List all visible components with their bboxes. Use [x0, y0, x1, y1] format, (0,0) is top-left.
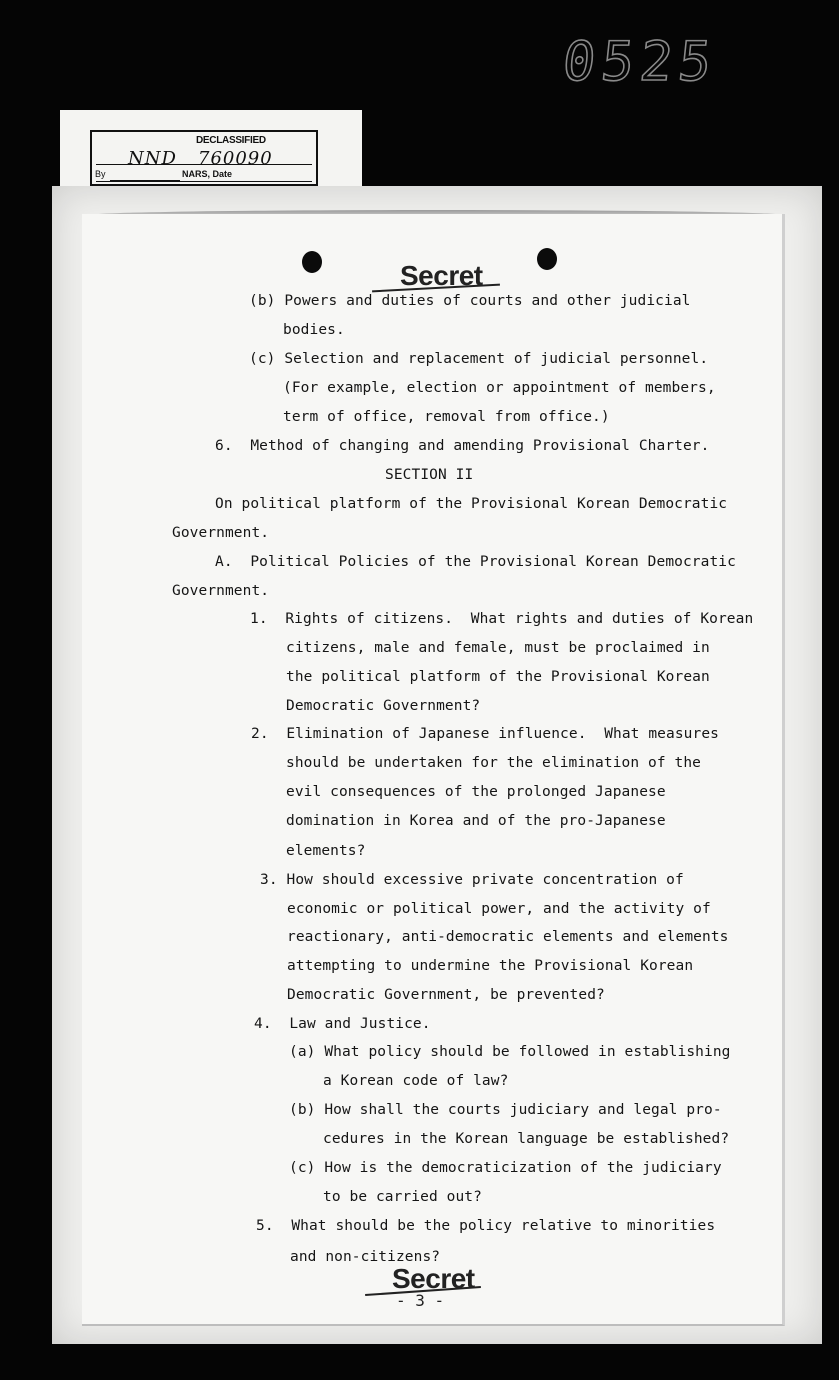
stamp-by-label: By	[95, 169, 106, 179]
document-line: domination in Korea and of the pro-Japanese	[286, 813, 666, 829]
microfilm-frame-number: 0525	[559, 30, 721, 93]
document-line: 5. What should be the policy relative to minorities	[256, 1218, 716, 1234]
document-line: a Korean code of law?	[323, 1073, 509, 1089]
document-line: 6. Method of changing and amending Provisional Charter.	[215, 438, 710, 454]
document-line: cedures in the Korean language be established?	[323, 1131, 730, 1147]
document-line: 1. Rights of citizens. What rights and duties of Korean	[250, 611, 754, 627]
document-line: (b) How shall the courts judiciary and legal pro-	[289, 1102, 722, 1118]
document-line: (b) Powers and duties of courts and other judicial	[249, 293, 691, 309]
document-line: Government.	[172, 525, 270, 541]
page-number: - 3 -	[396, 1291, 445, 1310]
document-line: Democratic Government?	[286, 698, 481, 714]
document-line: economic or political power, and the activity of	[287, 901, 711, 917]
document-line: (c) Selection and replacement of judicial personnel.	[249, 351, 709, 367]
document-line: reactionary, anti-democratic elements and elements	[287, 929, 729, 945]
document-line: attempting to undermine the Provisional Korean	[287, 958, 694, 974]
stamp-divider	[96, 164, 312, 165]
stamp-bottom-divider	[96, 181, 312, 182]
document-line: should be undertaken for the elimination of the	[286, 755, 701, 771]
document-line: 2. Elimination of Japanese influence. What measures	[251, 726, 719, 742]
document-line: to be carried out?	[323, 1189, 482, 1205]
document-line: citizens, male and female, must be proclaimed in	[286, 640, 710, 656]
document-line: and non-citizens?	[290, 1249, 441, 1265]
document-line: 3. How should excessive private concentration of	[260, 872, 684, 888]
document-line: elements?	[286, 843, 366, 859]
classification-marking-bottom: Secret	[392, 1263, 475, 1294]
document-line: the political platform of the Provisional Korean	[286, 669, 710, 685]
document-line: (c) How is the democraticization of the judiciary	[289, 1160, 722, 1176]
punch-hole-icon	[302, 251, 322, 273]
document-line: Democratic Government, be prevented?	[287, 987, 605, 1003]
stamp-number: 760090	[198, 148, 273, 169]
document-line: A. Political Policies of the Provisional Korean Democratic	[215, 554, 736, 570]
document-line: Government.	[172, 583, 270, 599]
stamp-nars-label: NARS, Date	[182, 169, 233, 179]
document-line: term of office, removal from office.)	[283, 409, 610, 425]
document-line: (a) What policy should be followed in establishing	[289, 1044, 731, 1060]
document-line: SECTION II	[385, 467, 474, 483]
classification-marking-top: Secret	[400, 260, 483, 291]
document-line: (For example, election or appointment of members,	[283, 380, 716, 396]
document-line: On political platform of the Provisional Korean Democratic	[215, 496, 728, 512]
stamp-title: DECLASSIFIED	[196, 135, 266, 146]
stamp-authority: NND	[128, 148, 177, 169]
document-line: bodies.	[283, 322, 345, 338]
punch-hole-icon	[537, 248, 557, 270]
document-line: evil consequences of the prolonged Japanese	[286, 784, 666, 800]
document-line: 4. Law and Justice.	[254, 1016, 431, 1032]
declassification-stamp	[90, 130, 318, 186]
